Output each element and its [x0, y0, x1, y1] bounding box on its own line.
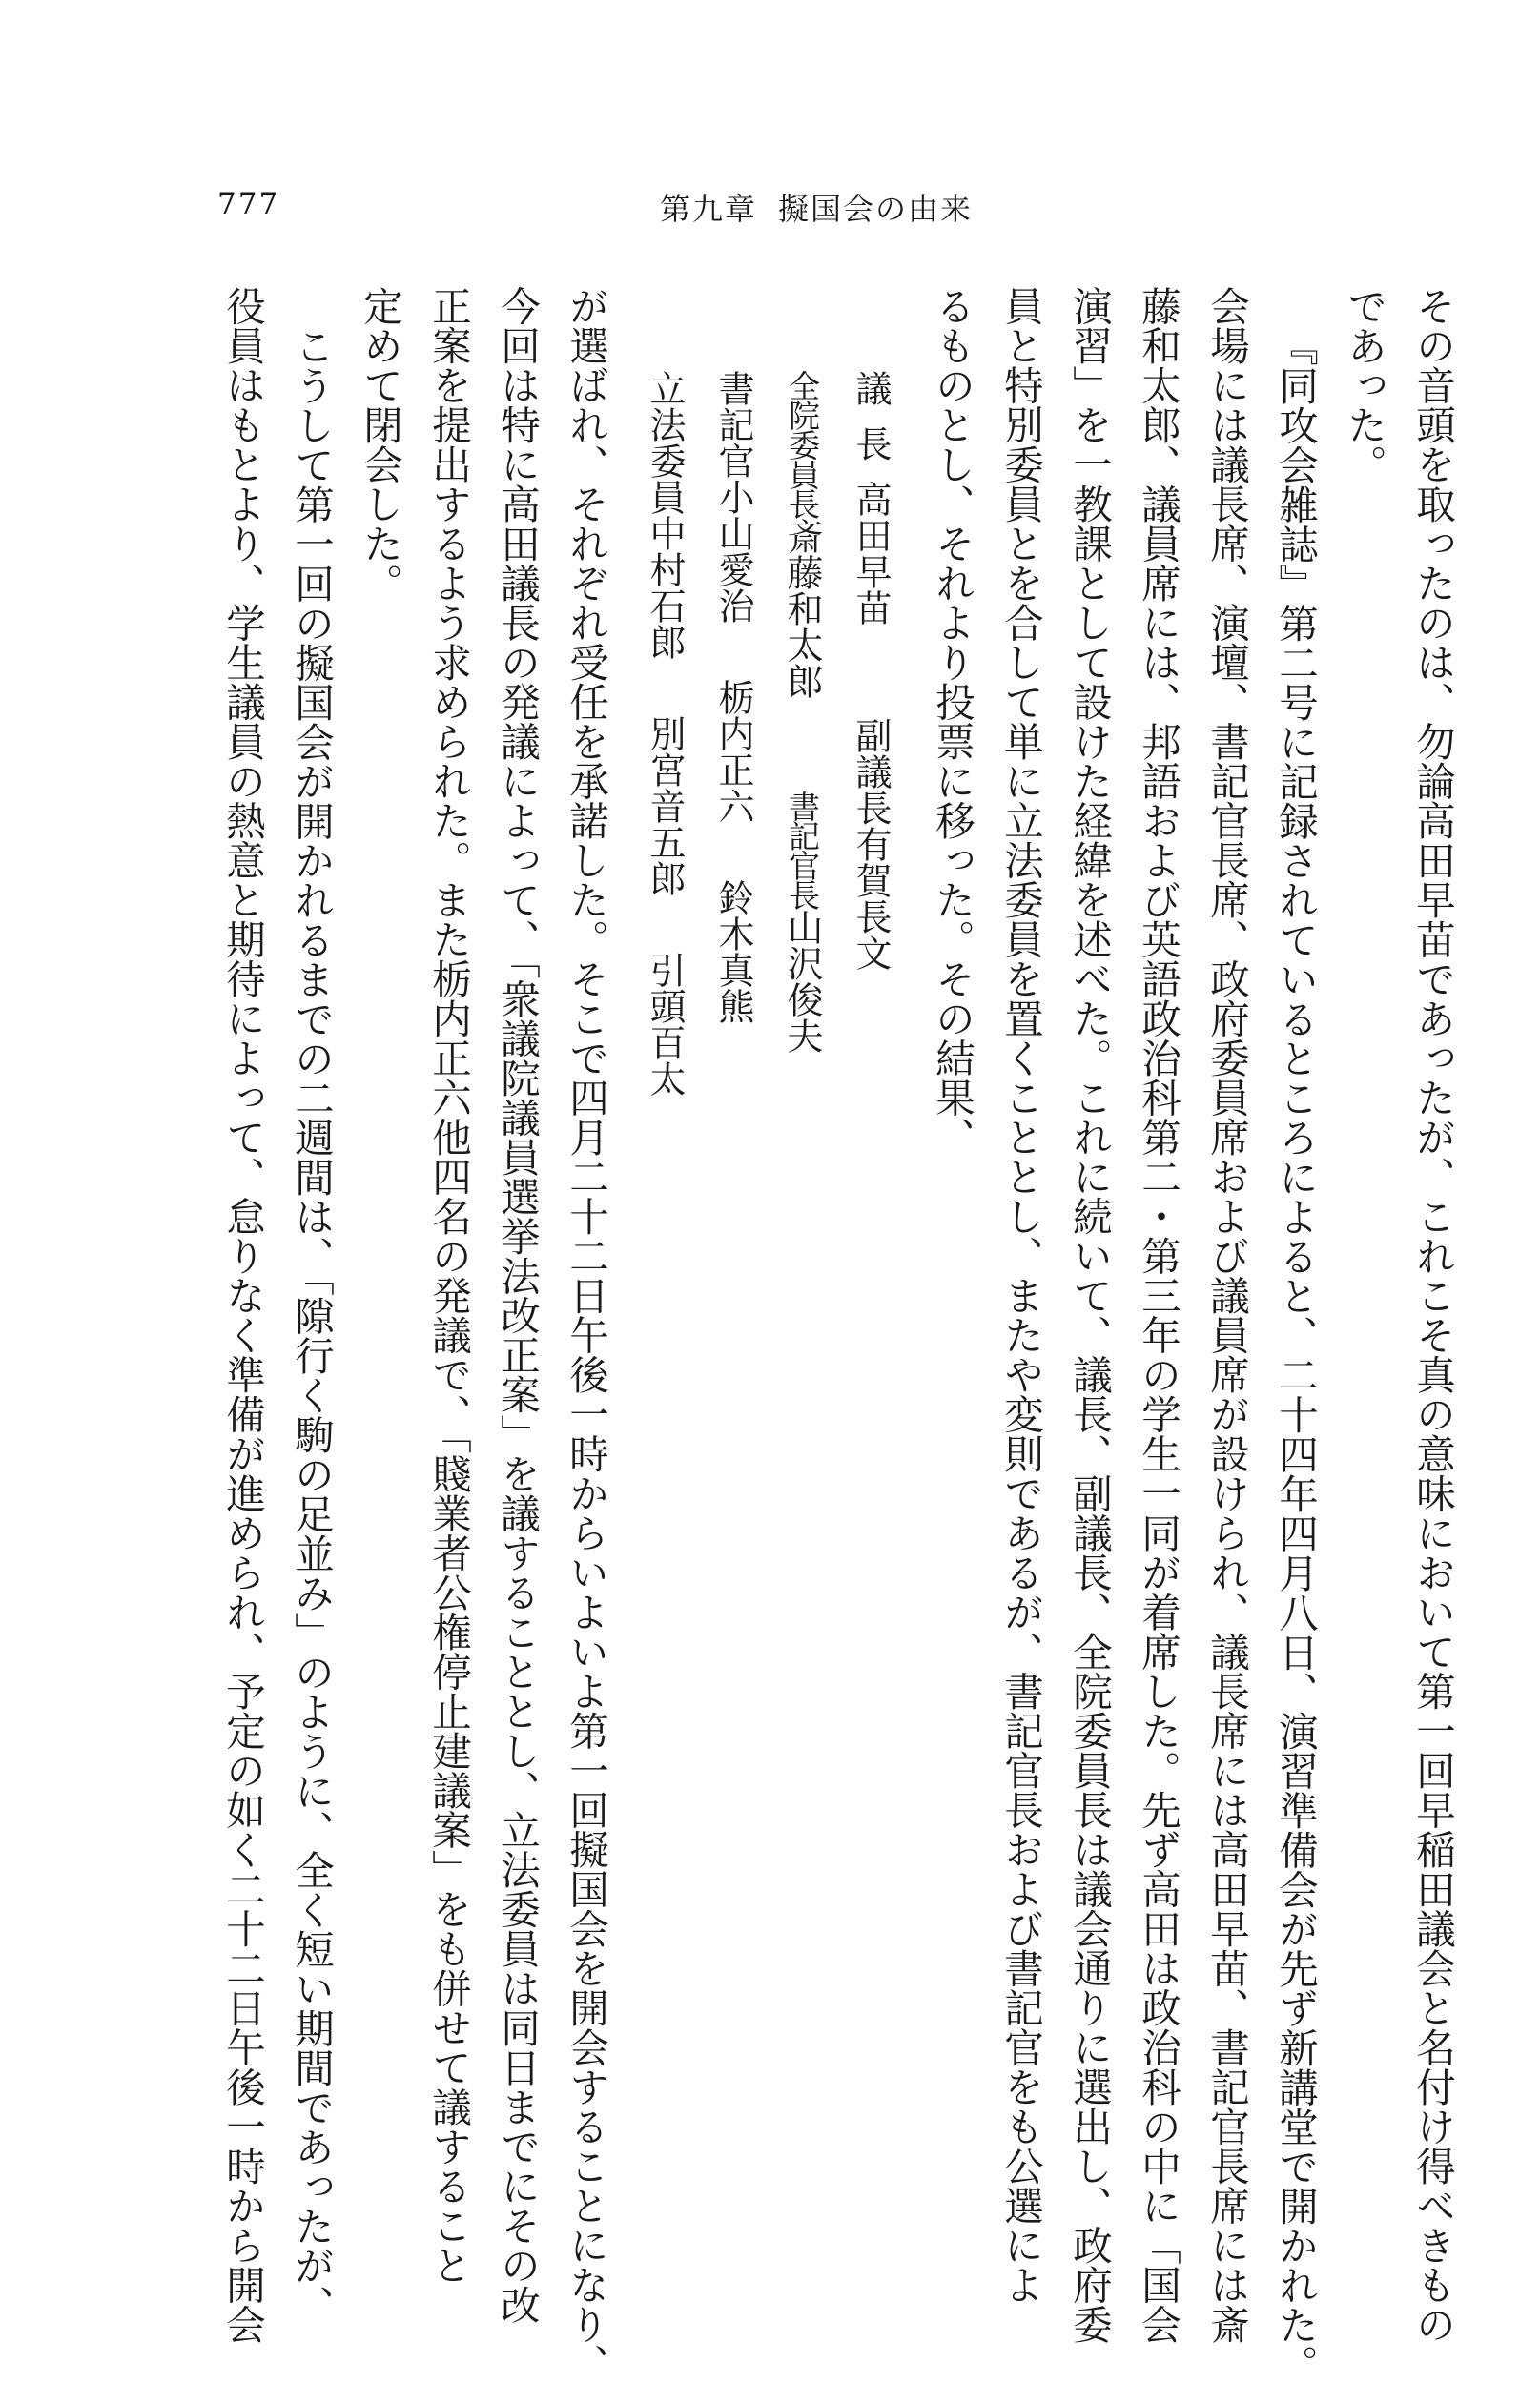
officer-name: 別宮音五郎 — [644, 715, 686, 896]
page-number: 777 — [217, 187, 280, 221]
officer-name: 高田早苗 — [850, 481, 892, 626]
officer-title: 議長 — [850, 370, 892, 481]
officer-name: 鈴木真熊 — [712, 879, 754, 1024]
officer-name: 栃内正六 — [712, 679, 754, 824]
text-line-11: 正案を提出するよう求められた。また栃内正六他四名の発議で、「賤業者公権停止建議案」をも併せて議すること — [425, 286, 472, 2285]
officer-row-secretary — [706, 370, 761, 1024]
officer-row-legislative — [637, 370, 692, 1097]
chapter-title: 擬国会の由来 — [778, 191, 974, 227]
text-line-6: 演習」を一教課として設けた経緯を述べた。これに続いて、議長、副議長、全院委員長は議会通りに選出し、政府委 — [1066, 286, 1113, 2344]
officer-title: 全院委員長 — [784, 370, 821, 518]
officer-title: 書記官長 — [784, 791, 821, 909]
officer-name: 有賀長文 — [850, 826, 892, 971]
text-line-7: 員と特別委員とを合して単に立法委員を置くこととし、またや変則であるが、書記官長および書記官をも公選によ — [997, 286, 1044, 2305]
text-line-10: 今回は特に高田議長の発議によって、「衆議院議員選挙法改正案」を議することとし、立法委員は同日までにその改 — [494, 286, 541, 2325]
officer-name: 斎藤和太郎 — [781, 518, 823, 699]
text-line-12: 定めて閉会した。 — [357, 286, 403, 603]
running-head — [660, 185, 973, 229]
text-line-14: 役員はもとより、学生議員の熱意と期待によって、怠りなく準備が進められ、予定の如く二十二日午後一時から開会 — [219, 286, 266, 2344]
text-line-13: こうして第一回の擬国会が開かれるまでの二週間は、「隙行く駒の足並み」のように、全く短い期間であったが、 — [288, 326, 335, 2325]
chapter-label: 第九章 — [660, 191, 758, 227]
officer-name: 中村石郎 — [644, 515, 686, 660]
officer-row-chair — [843, 370, 898, 971]
text-line-3: 『同攻会雑誌』第二号に記録されているところによると、二十四年四月八日、演習準備会が先ず新講堂で開かれた。 — [1272, 326, 1319, 2384]
officer-row-committee — [774, 370, 830, 1054]
text-line-8: るものとし、それより投票に移った。その結果、 — [929, 286, 975, 1157]
text-line-1: その音頭を取ったのは、勿論高田早苗であったが、これこそ真の意味において第一回早稲田議会と名付け得べきもの — [1409, 286, 1456, 2344]
officer-name: 小山愛治 — [712, 479, 754, 624]
text-line-4: 会場には議長席、演壇、書記官長席、政府委員席および議員席が設けられ、議長席には高田早苗、書記官長席には斎 — [1203, 286, 1250, 2344]
officer-name: 山沢俊夫 — [781, 909, 823, 1054]
officer-title: 立法委員 — [644, 370, 686, 515]
officer-title: 書記官 — [712, 370, 754, 479]
text-line-5: 藤和太郎、議員席には、邦語および英語政治科第二・第三年の学生一同が着席した。先ず高田は政治科の中に「国会 — [1135, 286, 1181, 2344]
officer-title: 副議長 — [850, 717, 892, 826]
officer-name: 引頭百太 — [644, 952, 686, 1097]
text-line-2: であった。 — [1341, 286, 1387, 484]
text-line-9: が選ばれ、それぞれ受任を承諾した。そこで四月二十二日午後一時からいよいよ第一回擬国会を開会することになり、 — [563, 286, 609, 2384]
